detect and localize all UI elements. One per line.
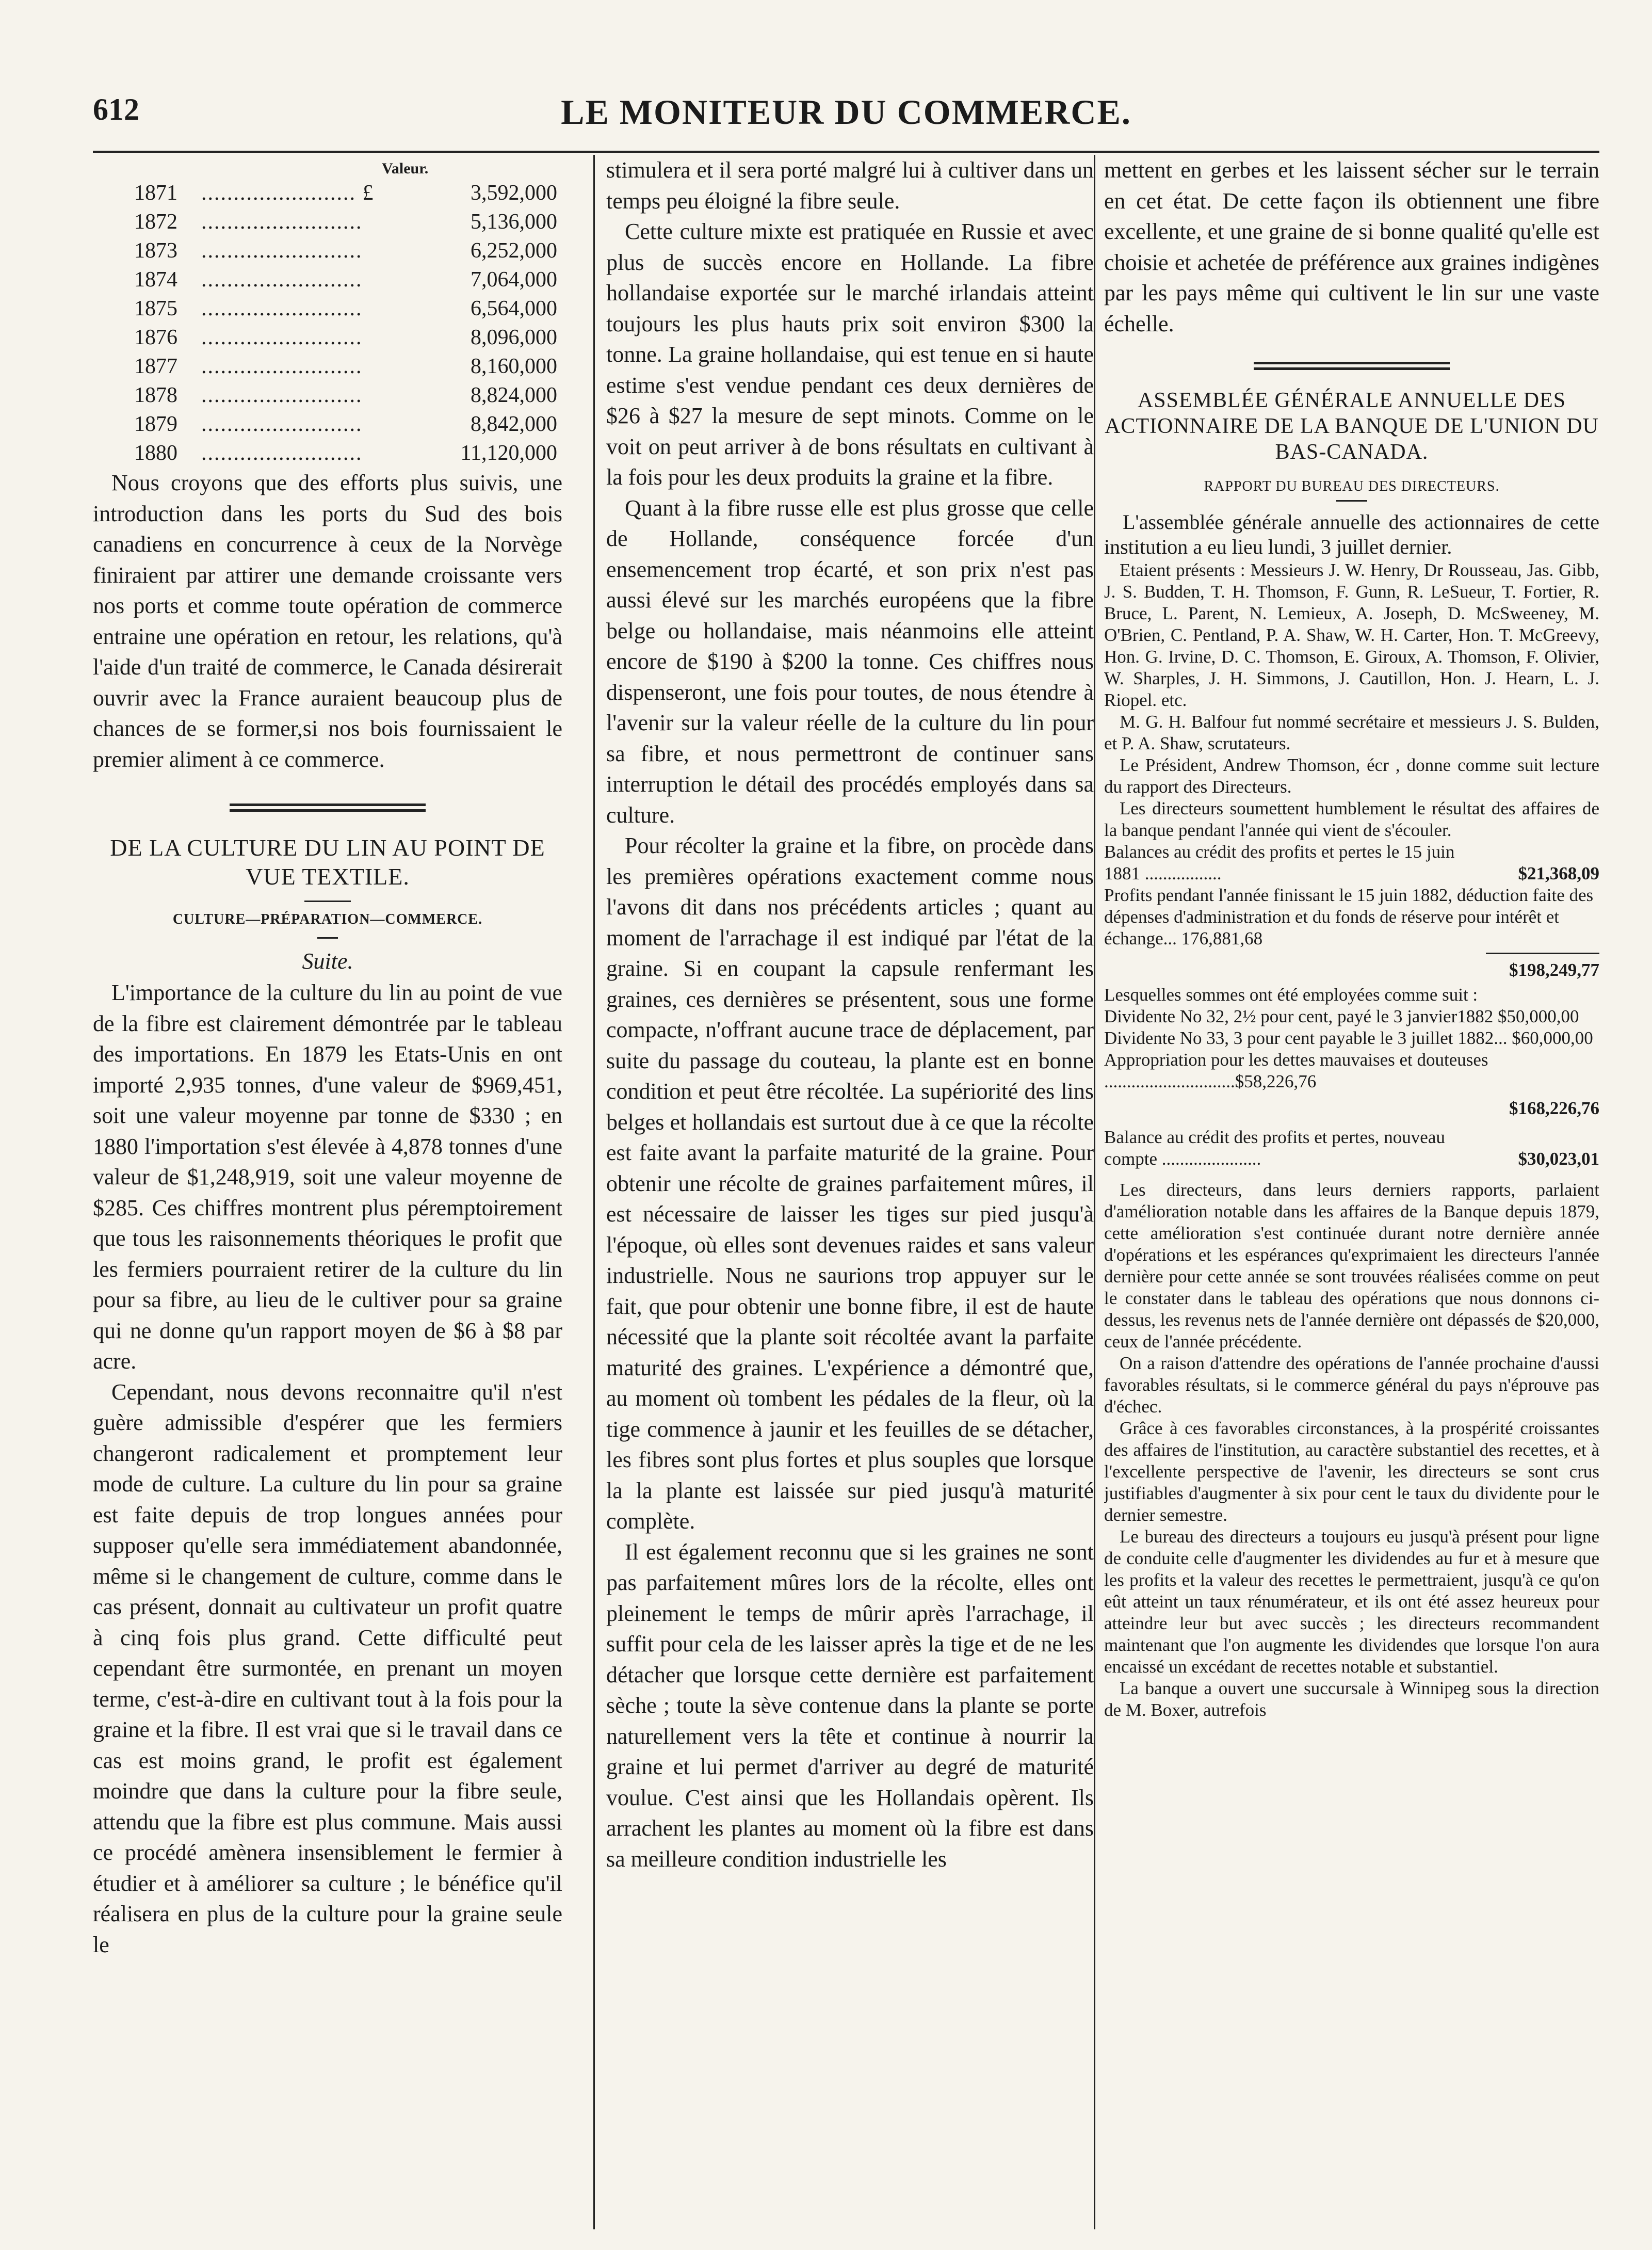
paragraph: Cette culture mixte est pratiquée en Russie et avec plus de succès encore en Hollande. La fibre hollandaise exportée sur le marché irlandais atteint toujours les plus hauts prix soit environ $300 la tonne. La graine hollandaise, qui est tenue en si haute estime s'est vendue pendant ces deux dernières de $26 à $27 la mesure de sept minots. Comme on le voit on peut arriver à de bons résultats en cultivant à la fois pour les deux produits la graine et la fibre. (606, 219, 1094, 490)
page-header (93, 88, 1599, 150)
suite-label: Suite. (302, 949, 353, 974)
paragraph: M. G. H. Balfour fut nommé secrétaire et messieurs J. S. Bulden, et P. A. Shaw, scrutateurs. (1104, 712, 1599, 753)
page-number: 612 (93, 92, 139, 126)
account-line: Dividente No 32, 2½ pour cent, payé le 3 janvier1882 $50,000,00 (1104, 1006, 1579, 1026)
paragraph: mettent en gerbes et les laissent sécher sur le terrain en cet état. De cette façon ils obtiennent une fibre excellente, et une graine de si bonne qualité qu'elle est choisie et achetée de préférence aux graines indigènes par les pays même qui cultivent le lin sur une vaste échelle. (1104, 157, 1599, 336)
paragraph: L'assemblée générale annuelle des actionnaires de cette institution a eu lieu lundi, 3 juillet dernier. (1104, 510, 1599, 558)
table-row: 1874 ......................... 7,064,000 (134, 268, 557, 292)
column-divider (593, 155, 595, 2229)
short-rule (304, 901, 351, 902)
paragraph: Les directeurs, dans leurs derniers rapports, parlaient d'amélioration notable dans les affaires de la Banque depuis 1879, cette amélioration s'est continuée durant notre dernière année d'opérations et les espérances qu'exprimaient les directeurs l'année dernière pour cette année se sont trouvées réalisées comme on peut le constater dans le tableau des opérations que nous donnons ci-dessus, les revenus nets de l'année dernière ont dépassés de $20,000, ceux de l'année précédente. (1104, 1180, 1599, 1352)
paragraph: Les directeurs soumettent humblement le résultat des affaires de la banque pendant l'année qui vient de s'écouler. (1104, 798, 1599, 840)
journal-title: LE MONITEUR DU COMMERCE. (561, 92, 1131, 132)
account-total: $198,249,77 (1509, 960, 1599, 980)
paragraph: stimulera et il sera porté malgré lui à cultiver dans un temps peu éloigné la fibre seule. (606, 157, 1094, 214)
paragraph: Quant à la fibre russe elle est plus grosse que celle de Hollande, conséquence forcée d'un ensemencement trop écarté, et son prix n'est pas aussi élevé sur les marchés européens que la fibre belge ou hollandaise, mais néanmoins elle atteint encore de $190 à $200 la tonne. Ces chiffres nous dispenseront, une fois pour toutes, de nous étendre à l'avenir sur la valeur réelle de la culture du lin pour sa fibre, et nous permettront de continuer sans interruption le détail des procédés employés dans sa culture. (606, 495, 1094, 828)
paragraph: Le Président, Andrew Thomson, écr , donne comme suit lecture du rapport des Directeurs. (1104, 755, 1599, 797)
column-3 (1104, 155, 1599, 2229)
column-2 (606, 155, 1094, 2229)
table-row: 1877 ......................... 8,160,000 (134, 355, 557, 378)
account-line: Profits pendant l'année finissant le 15 juin 1882, déduction faite des dépenses d'administration et du fonds de réserve pour intérêt et échange... 176,881,68 (1104, 885, 1594, 949)
column-1 (93, 155, 562, 2229)
value-table-header: Valeur. (382, 160, 429, 177)
accounts-statement (1104, 841, 1599, 1170)
section-divider (1254, 362, 1450, 370)
account-line: Dividente No 33, 3 pour cent payable le 3 juillet 1882... $60,000,00 (1104, 1028, 1593, 1048)
table-row: 1873 ......................... 6,252,000 (134, 239, 557, 263)
paragraph: Pour récolter la graine et la fibre, on procède dans les premières opérations exactement comme nous l'avons dit dans nos précédents articles ; quant au moment de l'arrachage il est indiqué par l'état de la graine. Si en coupant la capsule renfermant les graines, ces dernières se présentent, sous une forme compacte, n'offrant aucune trace de déplacement, par suite du passage du couteau, la plante est en bonne condition et peut être récoltée. La supériorité des lins belges et hollandais est surtout due à ce que la récolte est faite avant la parfaite maturité de la graine. Pour obtenir une récolte de graines parfaitement mûres, il est nécessaire de laisser les tiges sur pied jusqu'à l'époque, où elles sont devenues raides et sans valeur industrielle. Nous ne saurions trop appuyer sur le fait, que pour obtenir une bonne fibre, il est de haute nécessité que la plante soit récoltée avant la parfaite maturité des graines. L'expérience a démontré que, au moment où tombent les pédales de la fleur, où la tige commence à jaunir et les feuilles de se détacher, les fibres sont plus fortes et plus souples que lorsque la la plante est laissée sur pied jusqu'à maturité complète. (606, 833, 1094, 1534)
paragraph: Il est également reconnu que si les graines ne sont pas parfaitement mûres lors de la récolte, elles ont pleinement le temps de mûrir après l'arrachage, il suffit pour cela de les laisser après la tige et de ne les détacher que lorsque cette dernière est parfaitement sèche ; toute la sève contenue dans la plante se porte naturellement vers la tête et continue à nourrir la graine et lui permet d'arriver au degré de maturité voulue. C'est ainsi que les Hollandais opèrent. Ils arrachent les plantes au moment où la fibre est dans sa meilleure condition industrielle les (606, 1539, 1094, 1872)
table-row: 1880 ......................... 11,120,000 (134, 441, 557, 465)
paragraph: Cependant, nous devons reconnaitre qu'il n'est guère admissible d'espérer que les fermiers changeront radicalement et promptement leur mode de culture. La culture du lin pour sa graine est faite depuis de trop longues années pour supposer qu'elle sera immédiatement abandonnée, même si le changement de culture, comme dans le cas présent, donnait au cultivateur un profit quatre à cinq fois plus grand. Cette difficulté peut cependant être surmontée, en prenant un moyen terme, c'est-à-dire en cultivant tout à la fois pour la graine et la fibre. Il est vrai que si le travail dans ce cas est moins grand, le profit est également moindre que dans la culture pour la fibre seule, attendu que la fibre est plus commune. Mais aussi ce procédé amènera insensiblement le fermier à étudier et à améliorer sa culture ; le bénéfice qu'il réalisera en plus de la culture pour la graine seule le (93, 1379, 562, 1957)
paragraph: On a raison d'attendre des opérations de l'année prochaine d'aussi favorables résultats, si le commerce général du pays n'éprouve pas d'échec. (1104, 1353, 1599, 1417)
paragraph: Le bureau des directeurs a toujours eu jusqu'à présent pour ligne de conduite celle d'augmenter les dividendes au fur et à mesure que les profits et la valeur des recettes le permettraient, jusqu'à ce qu'on eût atteint un taux rénumérateur, et ils ont été assez heureux pour atteindre leur but avec succès ; les directeurs recommandent maintenant que l'on augmente les dividendes que lorsque l'on aura encaissé un excédant de recettes notable et substantiel. (1104, 1526, 1599, 1677)
article-title: DE LA CULTURE DU LIN AU POINT DE VUE TEXTILE. (110, 834, 545, 890)
paragraph: Etaient présents : Messieurs J. W. Henry, Dr Rousseau, Jas. Gibb, J. S. Budden, T. H. Thomson, F. Gunn, R. LeSueur, T. Fortier, R. Bruce, L. Parent, N. Lemieux, A. Joseph, D. McSweeney, M. O'Brien, C. Pentland, P. A. Shaw, W. H. Carter, Hon. T. McGreevy, Hon. G. Irvine, D. C. Thomson, E. Giroux, A. Thomson, F. Olivier, W. Sharples, J. H. Simmons, J. Cautillon, Hon. J. Hearn, L. J. Riopel. etc. (1104, 560, 1599, 710)
paragraph: Grâce à ces favorables circonstances, à la prospérité croissantes des affaires de l'institution, au caractère substantiel des recettes, et à l'excellente perspective de l'avenir, les directeurs se sont crus justifiables d'augmenter à six pour cent le taux du dividente pour le dernier semestre. (1104, 1418, 1599, 1525)
article-subtitle: RAPPORT DU BUREAU DES DIRECTEURS. (1204, 478, 1500, 494)
paragraph: L'importance de la culture du lin au point de vue de la fibre est clairement démontrée par le tableau des importations. En 1879 les Etats-Unis en ont importé 2,935 tonnes, d'une valeur de $969,451, soit une valeur moyenne par tonne de $330 ; en 1880 l'importation s'est élevée à 4,878 tonnes d'une valeur de $1,248,919, soit une valeur moyenne de $285. Ces chiffres montrent plus péremptoirement que tous les raisonnements théoriques le profit que les fermiers pourraient retirer de la culture du lin pour sa fibre, au lieu de le cultiver pour sa graine qui ne donne qu'un rapport moyen de $6 à $8 par acre. (93, 980, 562, 1374)
table-row: 1872 ......................... 5,136,000 (134, 210, 557, 234)
table-row: 1879 ......................... 8,842,000 (134, 412, 557, 436)
paragraph: La banque a ouvert une succursale à Winnipeg sous la direction de M. Boxer, autrefois (1104, 1678, 1599, 1720)
account-line: Balance au crédit des profits et pertes, nouveau compte ...................... $30,023,01 (1104, 1127, 1599, 1169)
value-table (93, 159, 562, 468)
table-row: 1871 ........................ £ 3,592,000 (134, 181, 557, 205)
article-subtitle: CULTURE—PRÉPARATION—COMMERCE. (172, 911, 483, 927)
section-divider (230, 803, 426, 812)
column-divider (1094, 155, 1095, 2229)
header-rule (93, 151, 1599, 153)
table-row: 1878 ......................... 8,824,000 (134, 383, 557, 407)
article-title: ASSEMBLÉE GÉNÉRALE ANNUELLE DES ACTIONNAIRE DE LA BANQUE DE L'UNION DU BAS-CANADA. (1105, 389, 1599, 464)
short-rule (317, 937, 338, 939)
table-row: 1876 ......................... 8,096,000 (134, 326, 557, 349)
short-rule (1336, 500, 1367, 502)
table-row: 1875 ......................... 6,564,000 (134, 297, 557, 320)
sum-rule (1486, 953, 1599, 954)
account-line: Balances au crédit des profits et pertes le 15 juin 1881 ................. $21,368,09 (1104, 842, 1599, 883)
paragraph: Nous croyons que des efforts plus suivis, une introduction dans les ports du Sud des bois canadiens en concurrence à ceux de la Norvège finiraient par attirer une demande croissante vers nos ports et comme toute opération de commerce entraine une opération en retour, les relations, qu'à l'aide d'un traité de commerce, le Canada désirerait ouvrir avec la France auraient beaucoup plus de chances de se former,si nos bois fournissaient le premier aliment à ce commerce. (93, 470, 562, 772)
account-total: $168,226,76 (1509, 1098, 1599, 1118)
account-line: Lesquelles sommes ont été employées comme suit : (1104, 985, 1478, 1005)
account-line: Appropriation pour les dettes mauvaises et douteuses .............................$58,226,76 (1104, 1050, 1488, 1091)
